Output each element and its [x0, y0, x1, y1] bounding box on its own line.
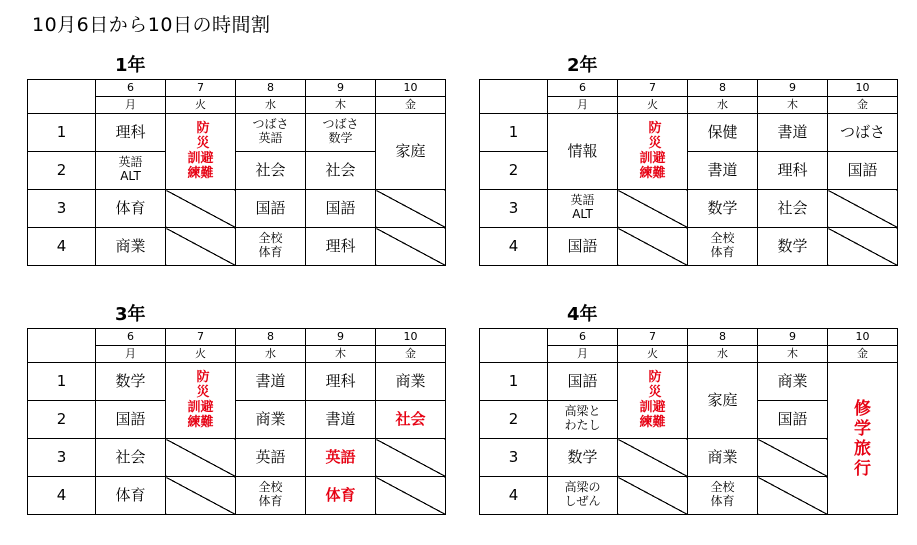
class-cell — [828, 152, 898, 190]
period-number: 2 — [28, 152, 96, 190]
class-cell — [688, 228, 758, 266]
subject: 商業 — [255, 409, 286, 428]
empty-slot — [376, 228, 446, 266]
subject: 国語 — [115, 409, 146, 428]
subject: 商業 — [115, 236, 146, 255]
date-header: 9 — [758, 329, 828, 346]
subject: 理科 — [325, 236, 356, 255]
class-cell — [376, 401, 446, 439]
weekday-header: 木 — [306, 346, 376, 363]
timetable-grade-2 — [479, 79, 898, 266]
event-label: 防 災 訓避 練難 — [639, 370, 666, 431]
class-cell — [548, 114, 618, 190]
date-header: 8 — [688, 329, 758, 346]
subject: 理科 — [777, 160, 808, 179]
subject: 書道 — [707, 160, 738, 179]
timetable-grade-3 — [27, 328, 446, 515]
subject: 国語 — [255, 198, 286, 217]
class-cell — [236, 190, 306, 228]
class-cell — [236, 363, 306, 401]
weekday-header: 金 — [376, 97, 446, 114]
grade-3-title: 3年 — [115, 304, 146, 325]
header-corner — [28, 329, 96, 363]
class-cell — [306, 114, 376, 152]
weekday-header: 水 — [688, 97, 758, 114]
subject: 社会 — [115, 447, 146, 466]
class-cell — [688, 477, 758, 515]
subject: 高梁と わたし — [564, 404, 601, 433]
header-corner — [480, 329, 548, 363]
class-cell — [548, 439, 618, 477]
date-header: 10 — [828, 80, 898, 97]
empty-slot — [166, 228, 236, 266]
subject: 家庭 — [707, 390, 738, 409]
class-cell — [758, 152, 828, 190]
class-cell — [236, 477, 306, 515]
class-cell — [688, 152, 758, 190]
subject: 保健 — [707, 122, 738, 141]
subject-changed: 社会 — [395, 409, 426, 428]
class-cell — [236, 152, 306, 190]
subject: 全校 体育 — [710, 480, 735, 509]
event-label: 防 災 訓避 練難 — [187, 121, 214, 182]
subject: 国語 — [567, 371, 598, 390]
empty-slot — [166, 190, 236, 228]
class-cell — [96, 363, 166, 401]
class-cell — [758, 228, 828, 266]
subject: 全校 体育 — [258, 231, 283, 260]
class-cell — [306, 152, 376, 190]
period-number: 2 — [480, 401, 548, 439]
date-header: 7 — [618, 329, 688, 346]
event-cell — [828, 363, 898, 515]
subject: 体育 — [115, 198, 146, 217]
class-cell — [758, 190, 828, 228]
weekday-header: 月 — [96, 346, 166, 363]
subject: 社会 — [777, 198, 808, 217]
empty-slot — [618, 477, 688, 515]
class-cell — [306, 190, 376, 228]
class-cell — [548, 477, 618, 515]
class-cell — [96, 477, 166, 515]
event-cell — [166, 114, 236, 190]
empty-slot — [376, 477, 446, 515]
weekday-header: 月 — [548, 346, 618, 363]
class-cell — [376, 114, 446, 190]
weekday-header: 水 — [236, 346, 306, 363]
date-header: 7 — [166, 80, 236, 97]
period-number: 4 — [480, 477, 548, 515]
weekday-header: 火 — [166, 97, 236, 114]
weekday-header: 火 — [618, 97, 688, 114]
class-cell — [548, 401, 618, 439]
class-cell — [96, 114, 166, 152]
subject: 英語 ALT — [118, 155, 143, 184]
period-number: 4 — [28, 228, 96, 266]
empty-slot — [828, 190, 898, 228]
subject: 国語 — [777, 409, 808, 428]
date-header: 7 — [618, 80, 688, 97]
date-header: 6 — [548, 80, 618, 97]
subject: 商業 — [395, 371, 426, 390]
class-cell — [96, 228, 166, 266]
date-header: 10 — [376, 80, 446, 97]
empty-slot — [618, 439, 688, 477]
class-cell — [306, 401, 376, 439]
class-cell — [758, 401, 828, 439]
date-header: 9 — [758, 80, 828, 97]
subject: 社会 — [325, 160, 356, 179]
class-cell — [758, 363, 828, 401]
class-cell — [548, 363, 618, 401]
empty-slot — [828, 228, 898, 266]
class-cell — [306, 439, 376, 477]
subject: 理科 — [325, 371, 356, 390]
date-header: 8 — [688, 80, 758, 97]
period-number: 2 — [28, 401, 96, 439]
date-header: 10 — [828, 329, 898, 346]
class-cell — [306, 363, 376, 401]
class-cell — [548, 190, 618, 228]
subject-changed: 英語 — [325, 447, 356, 466]
event-label: 防 災 訓避 練難 — [187, 370, 214, 431]
date-header: 6 — [96, 329, 166, 346]
weekday-header: 月 — [548, 97, 618, 114]
subject: 社会 — [255, 160, 286, 179]
period-number: 1 — [28, 114, 96, 152]
period-number: 3 — [28, 190, 96, 228]
period-number: 4 — [28, 477, 96, 515]
subject: 体育 — [115, 485, 146, 504]
class-cell — [758, 114, 828, 152]
subject-changed: 体育 — [325, 485, 356, 504]
subject: 商業 — [707, 447, 738, 466]
date-header: 6 — [96, 80, 166, 97]
subject: 商業 — [777, 371, 808, 390]
class-cell — [236, 401, 306, 439]
weekday-header: 水 — [688, 346, 758, 363]
weekday-header: 木 — [758, 346, 828, 363]
date-header: 7 — [166, 329, 236, 346]
class-cell — [96, 152, 166, 190]
class-cell — [548, 228, 618, 266]
subject: 英語 — [255, 447, 286, 466]
subject: 高梁の しぜん — [564, 480, 601, 509]
subject: 数学 — [777, 236, 808, 255]
event-cell — [166, 363, 236, 439]
date-header: 9 — [306, 329, 376, 346]
date-header: 8 — [236, 80, 306, 97]
subject: 国語 — [847, 160, 878, 179]
empty-slot — [618, 190, 688, 228]
event-cell — [618, 363, 688, 439]
class-cell — [376, 363, 446, 401]
class-cell — [688, 439, 758, 477]
weekday-header: 火 — [166, 346, 236, 363]
subject: 国語 — [325, 198, 356, 217]
header-corner — [28, 80, 96, 114]
date-header: 9 — [306, 80, 376, 97]
period-number: 1 — [480, 363, 548, 401]
event-cell — [618, 114, 688, 190]
subject: 情報 — [567, 141, 598, 160]
class-cell — [306, 228, 376, 266]
class-cell — [688, 363, 758, 439]
subject: 全校 体育 — [710, 231, 735, 260]
empty-slot — [376, 190, 446, 228]
date-header: 8 — [236, 329, 306, 346]
class-cell — [236, 228, 306, 266]
timetable-grade-4 — [479, 328, 898, 515]
empty-slot — [758, 439, 828, 477]
subject: つばさ 数学 — [322, 117, 359, 146]
subject: 書道 — [325, 409, 356, 428]
page-title: 10月6日から10日の時間割 — [32, 14, 271, 36]
period-number: 4 — [480, 228, 548, 266]
period-number: 3 — [480, 190, 548, 228]
empty-slot — [758, 477, 828, 515]
subject: つばさ 英語 — [252, 117, 289, 146]
weekday-header: 金 — [376, 346, 446, 363]
event-label: 修 学 旅 行 — [854, 398, 871, 479]
period-number: 1 — [480, 114, 548, 152]
weekday-header: 月 — [96, 97, 166, 114]
class-cell — [236, 114, 306, 152]
date-header: 10 — [376, 329, 446, 346]
class-cell — [96, 439, 166, 477]
header-corner — [480, 80, 548, 114]
subject: 数学 — [707, 198, 738, 217]
grade-1-title: 1年 — [115, 55, 146, 76]
period-number: 2 — [480, 152, 548, 190]
class-cell — [688, 114, 758, 152]
subject: 全校 体育 — [258, 480, 283, 509]
date-header: 6 — [548, 329, 618, 346]
subject: つばさ — [839, 122, 885, 141]
empty-slot — [618, 228, 688, 266]
class-cell — [96, 401, 166, 439]
weekday-header: 火 — [618, 346, 688, 363]
timetable-grade-1 — [27, 79, 446, 266]
subject: 書道 — [777, 122, 808, 141]
empty-slot — [166, 477, 236, 515]
weekday-header: 木 — [306, 97, 376, 114]
grade-2-title: 2年 — [567, 55, 598, 76]
empty-slot — [376, 439, 446, 477]
period-number: 1 — [28, 363, 96, 401]
subject: 数学 — [115, 371, 146, 390]
period-number: 3 — [28, 439, 96, 477]
grade-4-title: 4年 — [567, 304, 598, 325]
empty-slot — [166, 439, 236, 477]
weekday-header: 木 — [758, 97, 828, 114]
weekday-header: 金 — [828, 346, 898, 363]
class-cell — [828, 114, 898, 152]
class-cell — [96, 190, 166, 228]
weekday-header: 金 — [828, 97, 898, 114]
event-label: 防 災 訓避 練難 — [639, 121, 666, 182]
subject: 家庭 — [395, 141, 426, 160]
subject: 国語 — [567, 236, 598, 255]
class-cell — [236, 439, 306, 477]
class-cell — [688, 190, 758, 228]
weekday-header: 水 — [236, 97, 306, 114]
subject: 数学 — [567, 447, 598, 466]
class-cell — [306, 477, 376, 515]
subject: 英語 ALT — [570, 193, 595, 222]
subject: 理科 — [115, 122, 146, 141]
subject: 書道 — [255, 371, 286, 390]
period-number: 3 — [480, 439, 548, 477]
